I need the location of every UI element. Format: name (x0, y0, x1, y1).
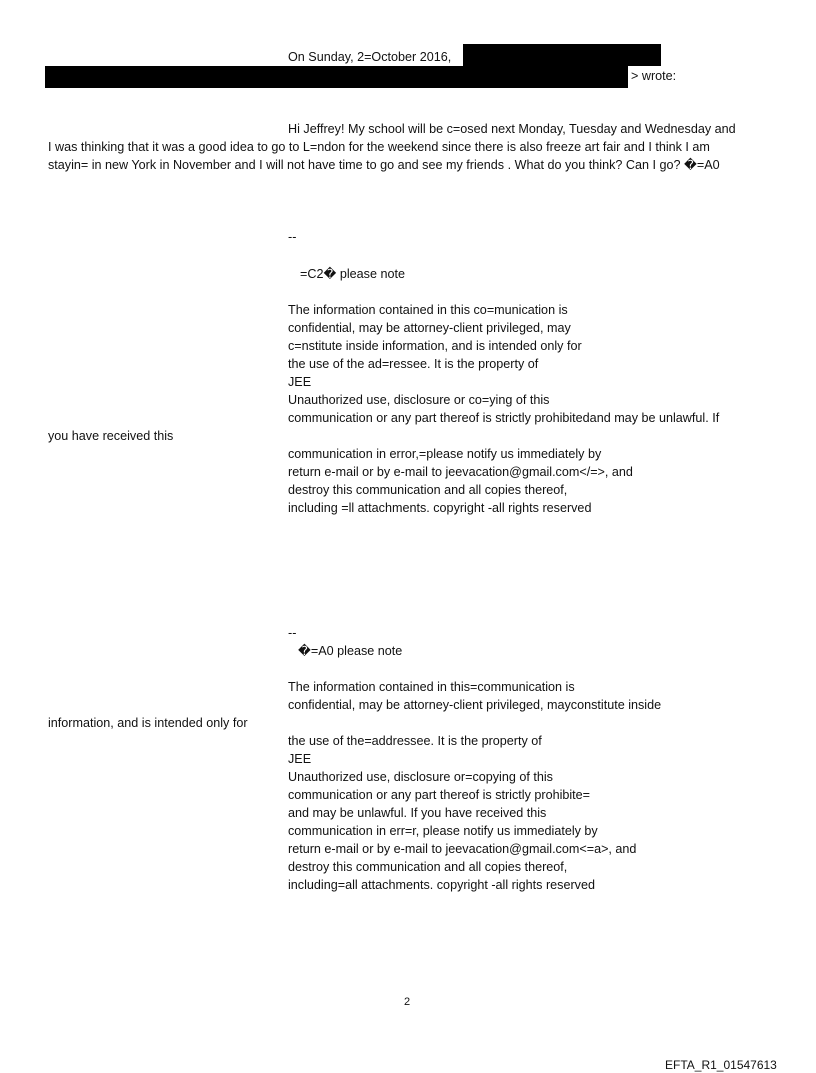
disclaimer-line: c=nstitute inside information, and is intended only for (288, 339, 582, 353)
bates-number: EFTA_R1_01547613 (665, 1058, 777, 1072)
message-line: I was thinking that it was a good idea to go to L=ndon for the weekend since there is also freeze art fair and I think I am (48, 140, 710, 154)
disclaimer-line: including =ll attachments. copyright -all rights reserved (288, 501, 592, 515)
sig-dashes: -- (288, 230, 297, 244)
disclaimer-line: The information contained in this=communication is (288, 680, 575, 694)
sig-dashes: -- (288, 626, 297, 640)
disclaimer-line: destroy this communication and all copies thereof, (288, 860, 568, 874)
disclaimer-line: JEE (288, 375, 312, 389)
disclaimer-wrap: information, and is intended only for (48, 716, 248, 730)
please-note: =C2� please note (300, 267, 405, 281)
disclaimer-line: communication in err=r, please notify us immediately by (288, 824, 598, 838)
wrote-label: > wrote: (631, 69, 677, 83)
date-line: On Sunday, 2=October 2016, (288, 50, 452, 64)
disclaimer-line: communication or any part thereof is strictly prohibitedand may be unlawful. If (288, 411, 720, 425)
please-note: �=A0 please note (298, 644, 403, 658)
disclaimer-line: return e-mail or by e-mail to jeevacation@gmail.com<=a>, and (288, 842, 637, 856)
page-number: 2 (404, 996, 411, 1008)
disclaimer-line: return e-mail or by e-mail to jeevacation@gmail.com</=>, and (288, 465, 633, 479)
message-line: stayin= in new York in November and I will not have time to go and see my friends . What do you think? Can I go? �=A0 (48, 158, 720, 172)
disclaimer-line: the use of the=addressee. It is the property of (288, 734, 542, 748)
redaction-bar (463, 44, 661, 66)
disclaimer-line: JEE (288, 752, 312, 766)
disclaimer-line: communication in error,=please notify us immediately by (288, 447, 602, 461)
disclaimer-line: destroy this communication and all copies thereof, (288, 483, 568, 497)
disclaimer-line: Unauthorized use, disclosure or co=ying of this (288, 393, 550, 407)
disclaimer-line: and may be unlawful. If you have received this (288, 806, 547, 820)
disclaimer-line: the use of the ad=ressee. It is the property of (288, 357, 539, 371)
disclaimer-line: The information contained in this co=munication is (288, 303, 568, 317)
redaction-bar (45, 66, 628, 88)
disclaimer-line: confidential, may be attorney-client privileged, may (288, 321, 571, 335)
message-line: Hi Jeffrey! My school will be c=osed next Monday, Tuesday and Wednesday and (288, 122, 736, 136)
disclaimer-line: confidential, may be attorney-client privileged, mayconstitute inside (288, 698, 662, 712)
disclaimer-line: Unauthorized use, disclosure or=copying of this (288, 770, 553, 784)
disclaimer-line: communication or any part thereof is strictly prohibite= (288, 788, 591, 802)
disclaimer-line: including=all attachments. copyright -all rights reserved (288, 878, 595, 892)
disclaimer-wrap: you have received this (48, 429, 174, 443)
